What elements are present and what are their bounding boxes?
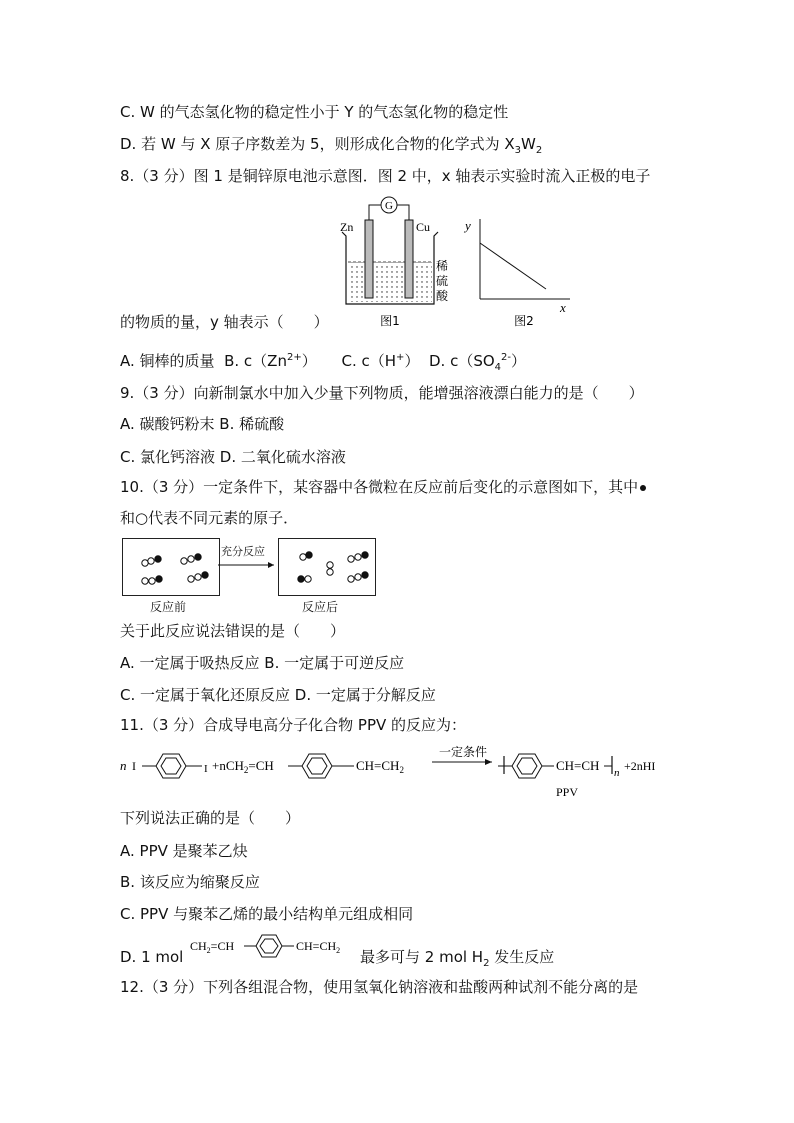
- galvanometer-label: G: [385, 200, 393, 212]
- subscript: 2: [399, 765, 404, 775]
- molecule: [181, 554, 201, 564]
- molecule: [298, 576, 311, 582]
- q11-option-d-label: D. 1 mol: [120, 948, 184, 966]
- q12-stem: 12.（3 分）下列各组混合物，使用氢氧化钠溶液和盐酸两种试剂不能分离的是: [120, 978, 639, 996]
- bracket: ）: [511, 352, 527, 370]
- molecules-after: [279, 539, 375, 595]
- subscript: 2: [483, 958, 490, 969]
- reaction-condition: 一定条件: [439, 745, 488, 759]
- galvanic-cell-figure: [330, 190, 460, 330]
- benzene-ring-icon: [156, 754, 186, 778]
- figure-2-caption: 图2: [514, 314, 534, 328]
- q8-option-c-text: C. c（H: [341, 352, 397, 370]
- superscript: 2+: [286, 352, 302, 363]
- subscript: 2: [535, 145, 543, 156]
- q8-option-b-text: B. c（Zn: [224, 352, 287, 370]
- superscript: 2-: [501, 352, 512, 363]
- figure-1-caption: 图1: [380, 314, 400, 328]
- after-reaction-caption: 反应后: [302, 600, 339, 614]
- q11-question: 下列说法正确的是（ ）: [120, 809, 301, 827]
- coefficient-n: n: [120, 758, 127, 773]
- zn-label: Zn: [340, 220, 354, 234]
- molecule: [142, 576, 162, 584]
- molecule: [300, 552, 312, 560]
- subscript: 2: [206, 946, 211, 955]
- eq-ch: =CH: [248, 758, 274, 773]
- molecule: [188, 572, 208, 582]
- line-graph-figure: [460, 215, 580, 330]
- wire: [369, 205, 381, 220]
- q8-options: [120, 348, 526, 378]
- before-reaction-box: [122, 538, 220, 596]
- ppv-label: PPV: [556, 785, 579, 799]
- formula-left: [190, 939, 234, 955]
- byproduct-hi: +2nHI: [624, 759, 656, 773]
- q8-option-b: [224, 352, 317, 370]
- polymer-unit: CH=CH: [556, 758, 600, 773]
- q8-stem: 8.（3 分）图 1 是铜锌原电池示意图．图 2 中，x 轴表示实验时流入正极的电子: [120, 167, 651, 185]
- ch: CH: [190, 939, 207, 953]
- filled-atom-icon: [640, 485, 646, 491]
- solution-label-1: 稀: [436, 259, 449, 273]
- q8-option-d: [429, 352, 527, 373]
- molecule: [327, 562, 333, 575]
- wire: [397, 205, 409, 220]
- q10-options-row1: A. 一定属于吸热反应 B. 一定属于可逆反应: [120, 654, 405, 672]
- q10-stem-text: 10.（3 分）一定条件下，某容器中各微粒在反应前后变化的示意图如下，其中: [120, 478, 639, 496]
- before-reaction-caption: 反应前: [150, 600, 187, 614]
- copper-electrode: [405, 220, 413, 298]
- ppv-synthesis-equation: [118, 742, 678, 802]
- reaction-arrow-label: 充分反应: [221, 545, 265, 558]
- subscript: 4: [494, 362, 502, 373]
- q10-stem-cont: 和○代表不同元素的原子．: [120, 509, 299, 527]
- q11-option-d-text: [360, 947, 554, 974]
- ch-eq-ch: CH=CH: [356, 758, 400, 773]
- after-reaction-box: [278, 538, 376, 596]
- q10-options-row2: C. 一定属于氧化还原反应 D. 一定属于分解反应: [120, 686, 436, 704]
- y-axis-label: y: [465, 218, 471, 233]
- styrene-divinyl-structure: [188, 930, 368, 966]
- q10-question: 关于此反应说法错误的是（ ）: [120, 622, 346, 640]
- q11-stem: 11.（3 分）合成导电高分子化合物 PPV 的反应为：: [120, 716, 467, 734]
- q8-option-c: [342, 352, 420, 370]
- q11-option-a: A. PPV 是聚苯乙炔: [120, 842, 248, 860]
- plus-n-ch: +nCH: [212, 758, 244, 773]
- benzene-ring-icon: [302, 754, 332, 778]
- q9-options-row1: A. 碳酸钙粉末 B. 稀硫酸: [120, 415, 285, 433]
- q7-option-d: [120, 134, 542, 161]
- bracket: ）: [404, 352, 420, 370]
- q9-stem: 9.（3 分）向新制氯水中加入少量下列物质，能增强溶液漂白能力的是（ ）: [120, 384, 644, 402]
- q8-option-a: A. 铜棒的质量: [120, 352, 215, 370]
- plus-vinyl: [212, 758, 274, 775]
- superscript: +: [396, 352, 405, 363]
- solution-label-3: 酸: [436, 289, 449, 303]
- molecule: [348, 552, 368, 562]
- subscript: 3: [514, 145, 521, 156]
- q7-option-d-w: W: [521, 135, 536, 153]
- zinc-electrode: [365, 220, 373, 298]
- benzene-ring-icon: [256, 935, 282, 957]
- iodine-left: I: [132, 759, 136, 773]
- benzene-ring-icon: [512, 754, 542, 778]
- q11-option-d-post: 最多可与 2 mol H: [360, 948, 484, 966]
- vinyl-right: [356, 758, 404, 775]
- ch-eq-ch: CH=CH: [296, 939, 337, 953]
- iodine-right: I: [204, 763, 208, 775]
- eq-ch: =CH: [210, 939, 235, 953]
- molecule: [348, 572, 368, 582]
- q9-options-row2: C. 氯化钙溶液 D. 二氧化硫水溶液: [120, 448, 346, 466]
- cu-label: Cu: [416, 220, 431, 234]
- q7-option-c: C. W 的气态氢化物的稳定性小于 Y 的气态氢化物的稳定性: [120, 103, 509, 121]
- bracket: ）: [301, 352, 317, 370]
- molecule: [142, 556, 161, 566]
- polymer-n: n: [614, 767, 620, 779]
- q11-option-b: B. 该反应为缩聚反应: [120, 873, 260, 891]
- formula-right: [296, 939, 340, 955]
- decreasing-line: [480, 243, 546, 289]
- subscript: 2: [336, 946, 341, 955]
- q8-option-d-text: D. c（SO: [429, 352, 495, 370]
- q8-stem-cont: 的物质的量，y 轴表示（ ）: [120, 313, 329, 331]
- subscript: 2: [243, 765, 249, 775]
- solution-label-2: 硫: [436, 274, 449, 288]
- q7-option-d-text: D. 若 W 与 X 原子序数差为 5，则形成化合物的化学式为 X: [120, 135, 515, 153]
- q11-option-d-end: 发生反应: [489, 948, 555, 966]
- x-axis-label: x: [560, 300, 566, 315]
- q11-option-c: C. PPV 与聚苯乙烯的最小结构单元组成相同: [120, 905, 414, 923]
- sulfuric-acid-solution: [348, 262, 432, 302]
- molecules-before: [123, 539, 219, 595]
- q10-stem: [120, 477, 646, 497]
